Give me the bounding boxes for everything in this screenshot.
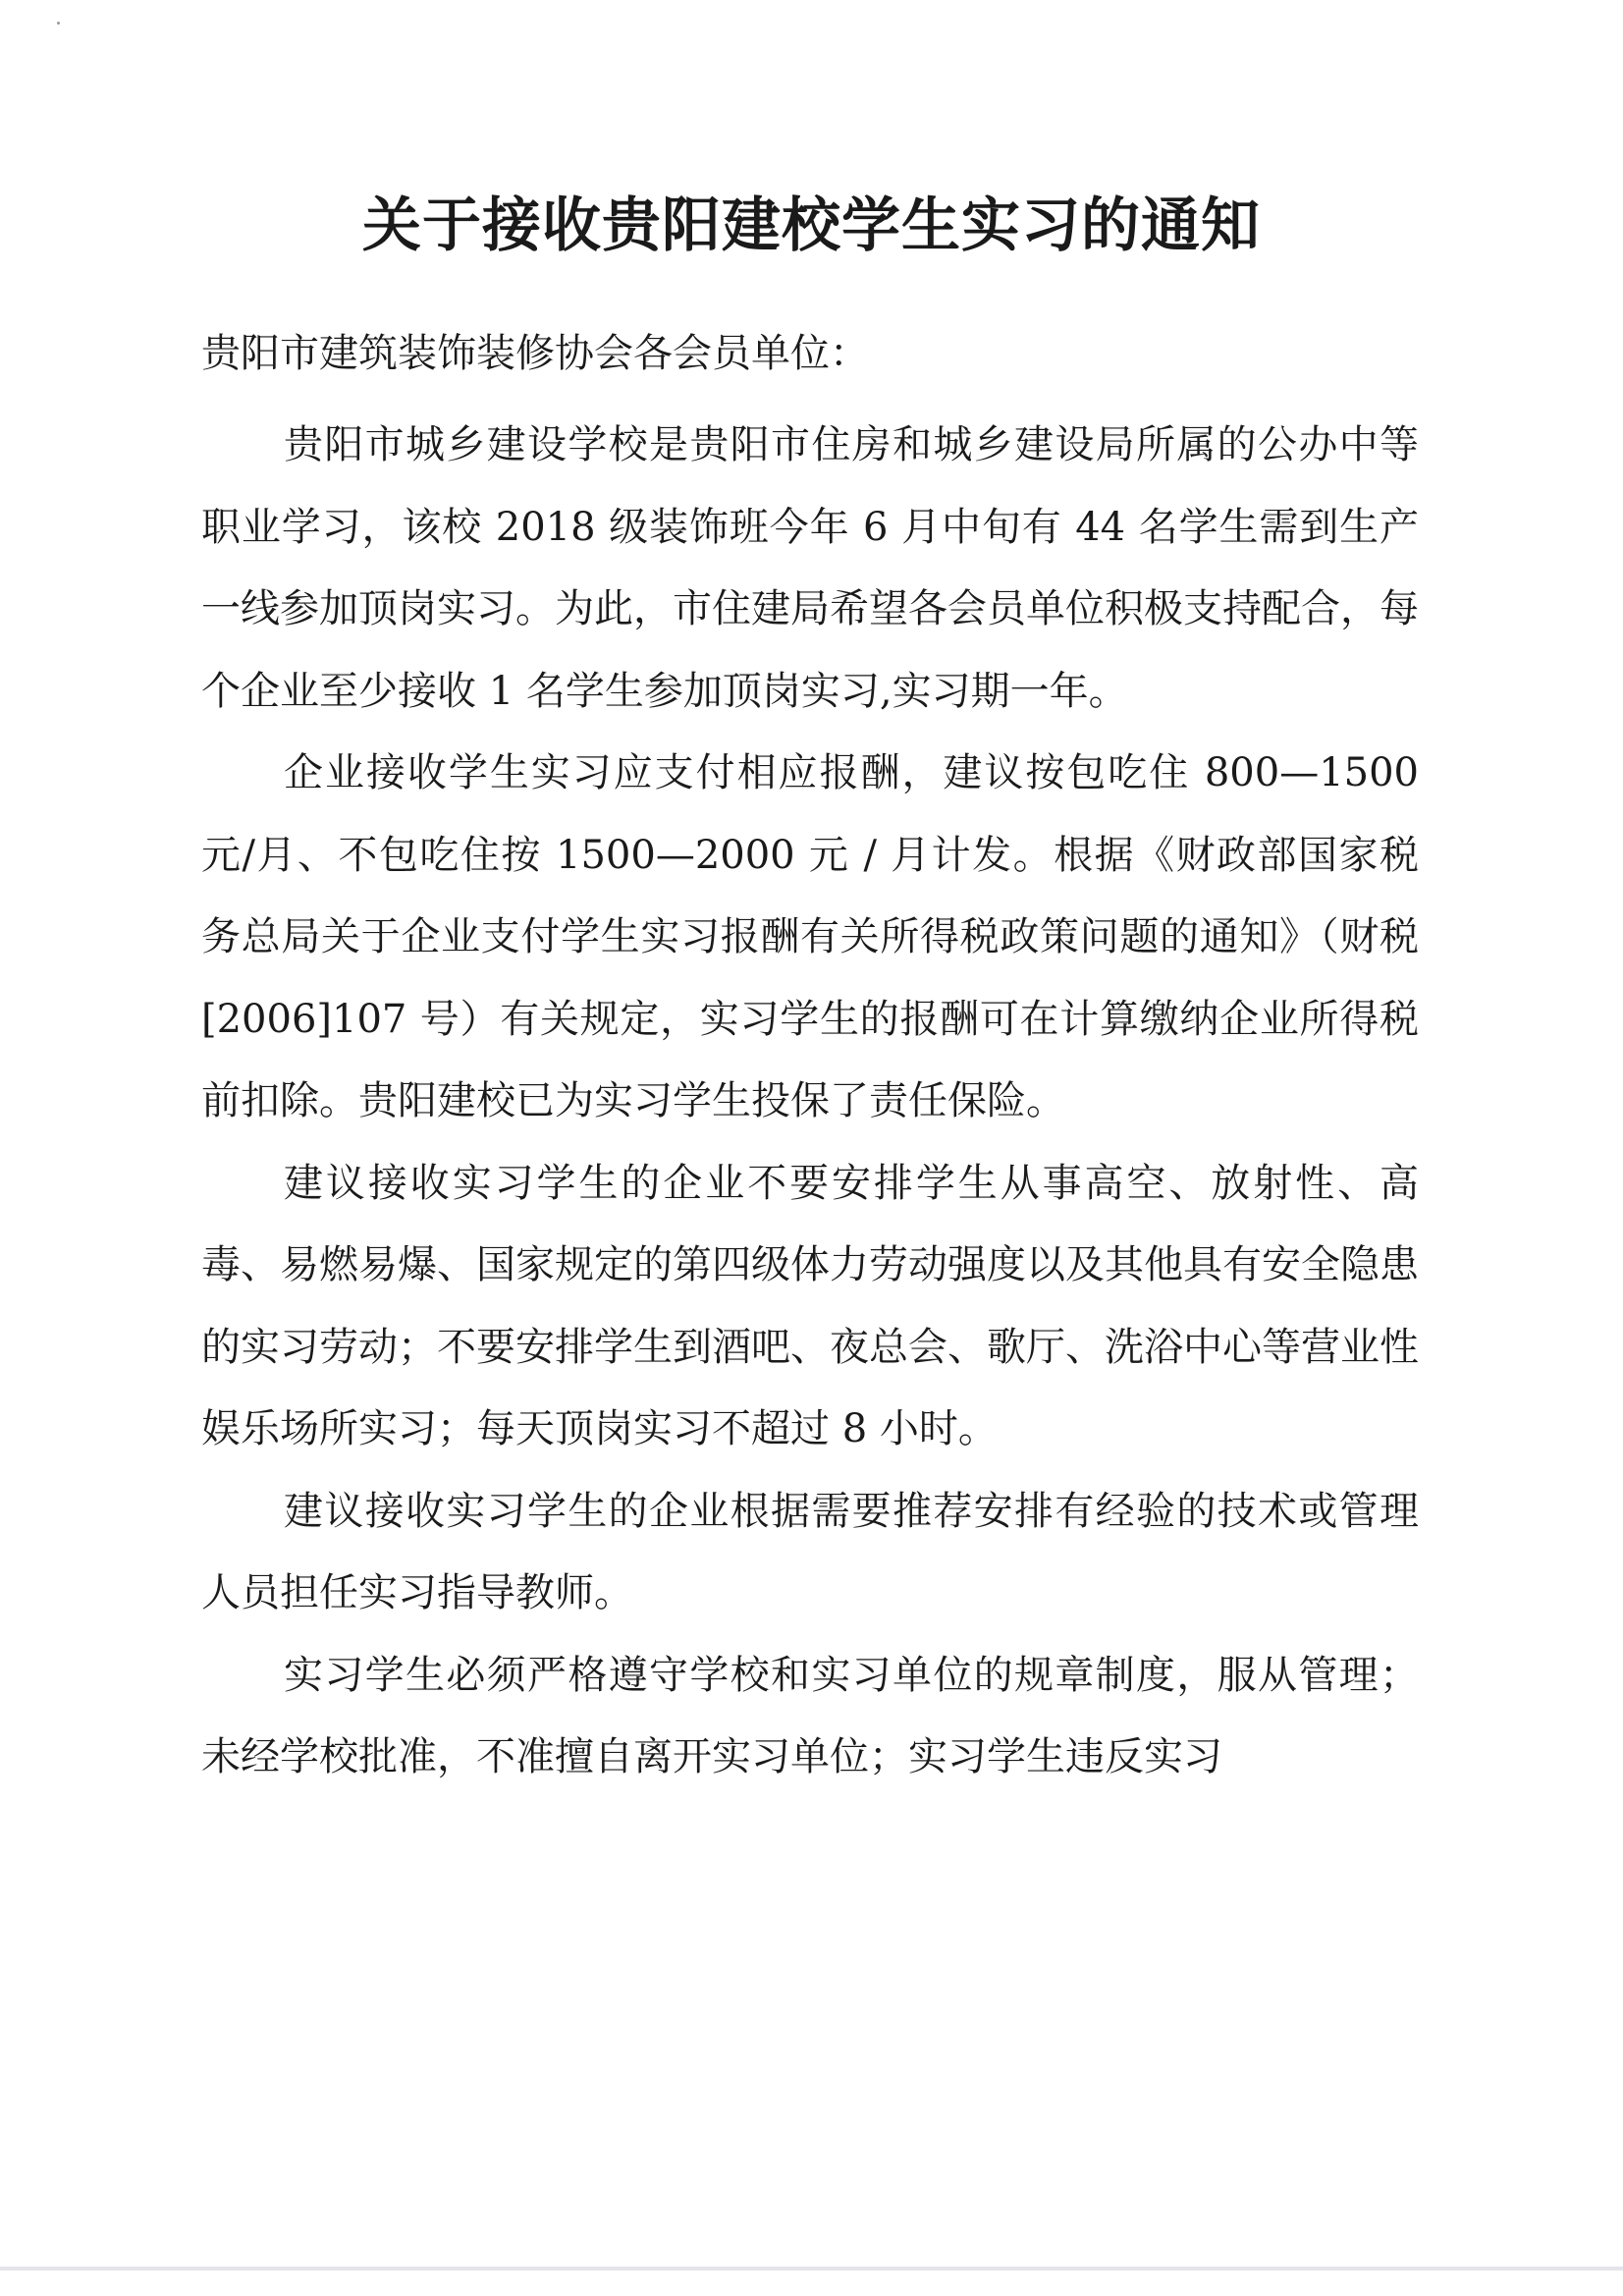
- document-body: [201, 405, 1419, 1799]
- paragraph-intro: 贵阳市城乡建设学校是贵阳市住房和城乡建设局所属的公办中等职业学习，该校 2018 级装饰班今年 6 月中旬有 44 名学生需到生产一线参加顶岗实习。为此，市住建局希望各会员单位积极支持配合，每个企业至少接收 1 名学生参加顶岗实习,实习期一年。: [201, 422, 1419, 714]
- document-title: 关于接收贵阳建校学生实习的通知: [362, 191, 1261, 260]
- paragraph-mentor: 建议接收实习学生的企业根据需要推荐安排有经验的技术或管理人员担任实习指导教师。: [201, 1488, 1419, 1615]
- scan-speck: [57, 22, 60, 25]
- salutation: 贵阳市建筑装饰装修协会各会员单位：: [201, 331, 869, 376]
- page-bottom-edge: [0, 2267, 1623, 2270]
- paragraph-discipline: 实习学生必须严格遵守学校和实习单位的规章制度，服从管理；未经学校批准，不准擅自离开实习单位；实习学生违反实习: [201, 1652, 1419, 1779]
- paragraph-safety: 建议接收实习学生的企业不要安排学生从事高空、放射性、高毒、易燃易爆、国家规定的第四级体力劳动强度以及其他具有安全隐患的实习劳动；不要安排学生到酒吧、夜总会、歌厅、洗浴中心等营业性娱乐场所实习；每天顶岗实习不超过 8 小时。: [201, 1160, 1419, 1451]
- paragraph-compensation: 企业接收学生实习应支付相应报酬，建议按包吃住 800—1500 元/月、不包吃住按 1500—2000 元 / 月计发。根据《财政部国家税务总局关于企业支付学生实习报酬有关所得税政策问题的通知》（财税[2006]107 号）有关规定，实习学生的报酬可在计算缴纳企业所得税前扣除。贵阳建校已为实习学生投保了责任保险。: [201, 750, 1419, 1123]
